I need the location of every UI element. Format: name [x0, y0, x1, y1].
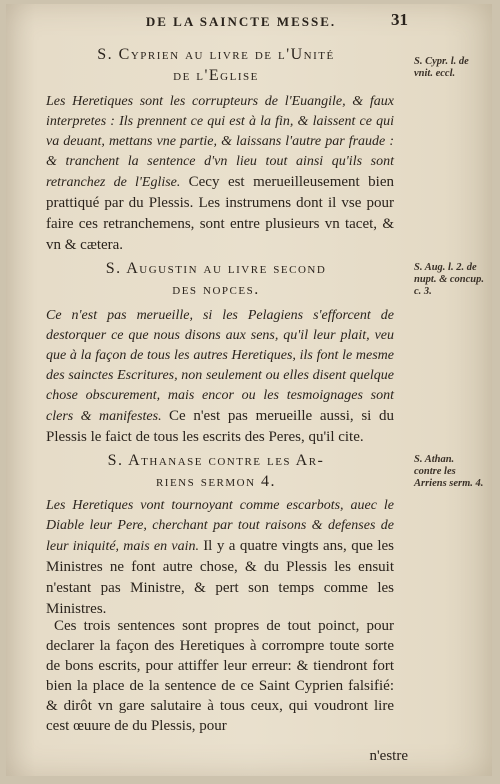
section-3-margin-note: S. Athan. contre les Arriens serm. 4. — [414, 454, 484, 489]
section-2-body — [46, 306, 394, 448]
section-1-commentary: Cecy est merueilleusement bien prattiqué par du Plessis. Les instrumens dont il vse pour faire ces retranchemens, sont entre plusieurs vn tacet, & vn & cætera. — [46, 174, 395, 253]
section-2-quotation: Ce n'est pas merueille, si les Pelagiens s'efforcent de destorquer ce que nous disons aux sens, qu'il leur plait, veu que à la façon de tous les autres Heretiques, ils font le mesme des sainctes Escritures, non seulement ou elles disent quelque chose obscurement, mais encor ou les tesmoignages sont clers & manifestes. — [46, 308, 394, 424]
section-2-margin-note: S. Aug. l. 2. de nupt. & concup. c. 3. — [414, 262, 485, 297]
section-2-title-line-2: des nopces. — [172, 281, 260, 298]
closing-body — [46, 616, 394, 736]
section-3-title-line-1: S. Athanase contre les Ar- — [107, 452, 325, 469]
section-1-title-line-1: S. Cyprien au livre de l'Unité — [97, 46, 335, 63]
book-page — [6, 4, 492, 776]
section-2-commentary: Ce n'est pas merueille aussi, si du Plessis le faict de tous les escrits des Peres, qu'il cite. — [46, 408, 395, 445]
section-3-commentary: Il y a quatre vingts ans, que les Ministres ne font autre chose, & du Plessis les ensuit n'estant pas Ministre, & pert son temps comme les Ministres. — [46, 538, 394, 617]
running-head: DE LA SAINCTE MESSE. — [145, 14, 337, 29]
catchword: n'estre — [369, 748, 408, 764]
section-2-title — [46, 258, 386, 300]
section-3-body — [46, 496, 394, 620]
section-1-body — [46, 92, 394, 256]
section-3-title-line-2: riens sermon 4. — [155, 473, 277, 490]
closing-paragraph: Ces trois sentences sont propres de tout poinct, pour declarer la façon des Heretiques à corrompre toute sorte de bons escrits, pour attiffer leur erreur: & tiendront fort bien la place de la sentence de ce Saint Cyprien falsifié: & dirôt vn gare salutaire à tous ceux, qui voudront lire cest œuure de du Plessis, pour — [46, 618, 394, 734]
section-2-title-line-1: S. Augustin au livre second — [105, 260, 327, 277]
section-1-margin-note: S. Cypr. l. de vnit. eccl. — [414, 56, 469, 79]
section-3-quotation: Les Heretiques vont tournoyant comme escarbots, auec le Diable leur Pere, cherchant par tout raisons & defenses de leur iniquité, mais en vain. — [46, 498, 394, 554]
section-1-title-line-2: de l'Eglise — [173, 67, 259, 84]
section-3-title — [46, 450, 386, 492]
section-1-quotation: Les Heretiques sont les corrupteurs de l'Euangile, & faux interpretes : Ils prennent ce qui est à la fin, & laissent ce qui va deuant, mettans vne partie, & laissans l'autre par fraude : & tranchent la sentence d'vn lieu tout ainsi qu'ils sont retranchez de l'Eglise. — [46, 94, 394, 190]
section-1-title — [46, 44, 386, 86]
page-number: 31 — [391, 10, 408, 29]
